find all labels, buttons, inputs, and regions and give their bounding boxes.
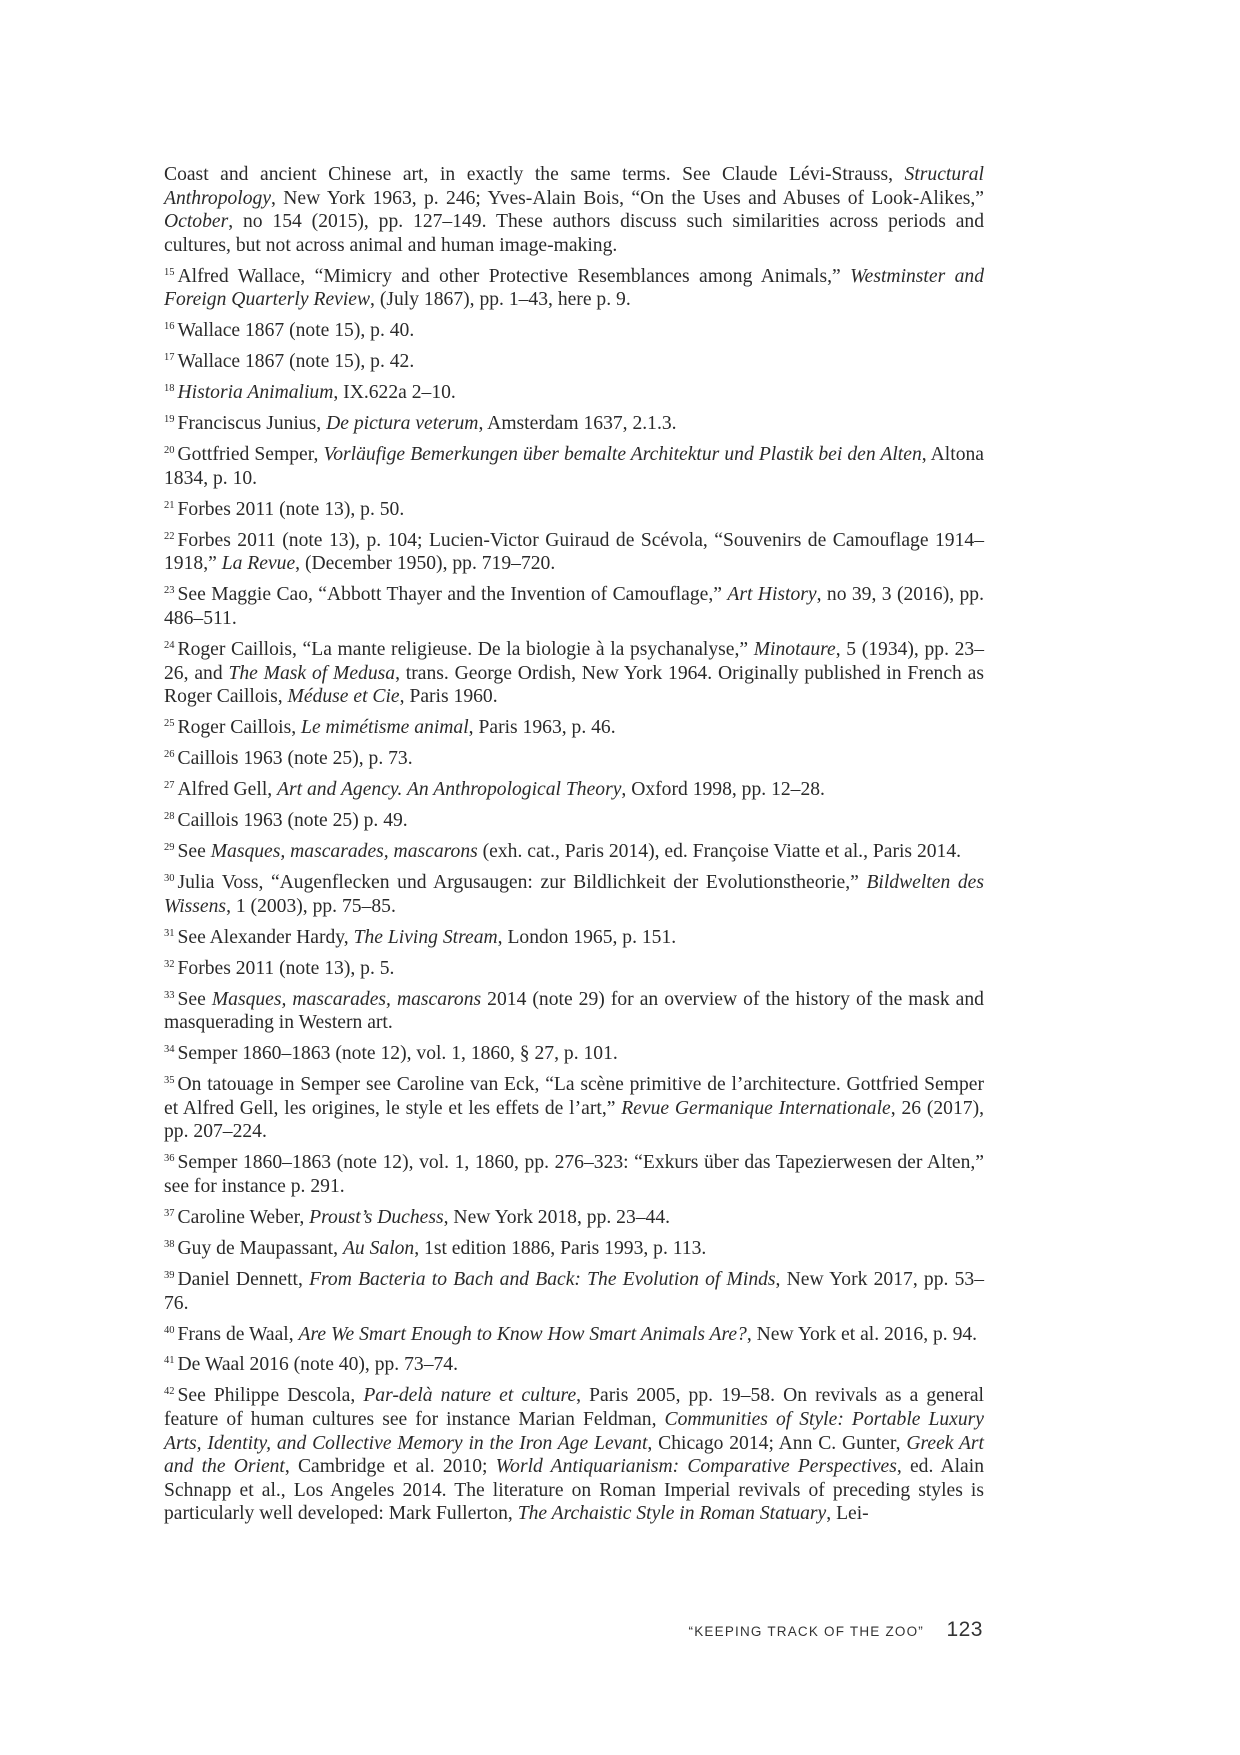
footnote-text: , Paris 2005, pp. 19–58. On revivals as a general feature of human cultures see for instance Marian Feldman, <box>164 1385 984 1431</box>
italic-title: The Living Stream <box>353 926 498 948</box>
footnote-37 <box>164 1206 984 1230</box>
footnote-19 <box>164 412 984 436</box>
footnote-text: Daniel Dennett, <box>177 1268 310 1290</box>
footnote-36 <box>164 1151 984 1198</box>
italic-title: Minotaure <box>753 639 836 660</box>
italic-title: Proust’s Duchess <box>309 1206 444 1228</box>
footnote-text: Semper 1860–1863 (note 12), vol. 1, 1860, § 27, p. 101. <box>177 1043 618 1065</box>
page-number: 123 <box>946 1618 983 1641</box>
footnote-number: 19 <box>164 414 175 426</box>
footnote-text: See <box>177 841 211 863</box>
italic-title: Are We Smart Enough to Know How Smart Animals Are? <box>298 1323 747 1345</box>
footnote-number: 24 <box>164 640 175 651</box>
footnote-text: Roger Caillois, <box>177 717 302 739</box>
italic-title: Revue Germanique Internationale <box>621 1097 891 1119</box>
footnote-number: 25 <box>164 718 175 730</box>
footnote-18 <box>164 381 984 405</box>
footnote-text: , Oxford 1998, pp. 12–28. <box>621 779 825 801</box>
footnote-text: , trans. George Ordish, New York 1964. Originally published in French as Roger Caillois, <box>164 662 984 708</box>
footnote-text: , Altona 1834, p. 10. <box>164 444 984 489</box>
footnote-text: De Waal 2016 (note 40), pp. 73–74. <box>177 1354 458 1376</box>
footnote-30 <box>164 871 984 918</box>
footnote-number: 20 <box>164 445 175 457</box>
footnote-number: 41 <box>164 1355 175 1367</box>
footnote-text: , New York et al. 2016, p. 94. <box>746 1323 978 1345</box>
footnote-text: , New York 2017, pp. 53–76. <box>164 1268 985 1314</box>
footnote-34 <box>164 1042 984 1066</box>
footnote-number: 29 <box>164 842 175 854</box>
footnote-number: 34 <box>164 1044 175 1056</box>
footnote-42 <box>164 1384 984 1526</box>
footnote-text: , (July 1867), pp. 1–43, here p. 9. <box>370 289 631 311</box>
footnote-text: , New York 2018, pp. 23–44. <box>443 1206 671 1228</box>
footnote-number: 35 <box>164 1075 175 1087</box>
footnote-text: , 1st edition 1886, Paris 1993, p. 113. <box>414 1237 707 1259</box>
footnote-40 <box>164 1323 984 1347</box>
footnote-text: Julia Voss, “Augenflecken und Argusaugen: zur Bildlichkeit der Evolutionstheorie,” <box>177 872 867 894</box>
italic-title: October <box>164 211 229 233</box>
italic-title: Art and Agency. An Anthropological Theory <box>277 779 622 801</box>
footnote-33 <box>164 988 984 1035</box>
footnote-number: 16 <box>164 321 175 333</box>
italic-title: La Revue <box>221 553 296 575</box>
italic-title: Méduse et Cie <box>287 686 400 708</box>
footnote-27 <box>164 778 984 802</box>
footnote-text: , New York 1963, p. 246; Yves-Alain Bois, “On the Uses and Abuses of Look-Alikes,” <box>271 187 984 209</box>
footnote-text: Wallace 1867 (note 15), p. 42. <box>177 351 415 373</box>
footnote-number: 38 <box>164 1238 175 1250</box>
italic-title: Art History <box>727 584 817 606</box>
footnote-text: , Cambridge et al. 2010; <box>284 1456 496 1478</box>
footnote-text: (exh. cat., Paris 2014), ed. Françoise Viatte et al., Paris 2014. <box>477 841 962 863</box>
footnote-text: 2014 (note 29) for an overview of the history of the mask and masquerading in Western art. <box>164 988 984 1034</box>
footnote-text: , Lei- <box>826 1503 869 1525</box>
footnote-number: 23 <box>164 585 175 597</box>
footnote-text: Gottfried Semper, <box>177 444 324 466</box>
footnote-text: Caroline Weber, <box>177 1206 310 1228</box>
footnote-text: Forbes 2011 (note 13), p. 104; Lucien-Victor Guiraud de Scévola, “Souvenirs de Camouflage 1914–1918,” <box>164 529 984 575</box>
footnote-31 <box>164 926 984 950</box>
italic-title: Structural Anthropology <box>164 164 984 209</box>
italic-title: Westminster and Foreign Quarterly Review <box>164 265 985 311</box>
footnote-text: , IX.622a 2–10. <box>333 382 456 404</box>
footnote-text: See Philippe Descola, <box>177 1385 364 1407</box>
footnote-number: 28 <box>164 811 175 823</box>
italic-title: Communities of Style: Portable Luxury Arts, Identity, and Collective Memory in the Iron Age Levant <box>164 1409 985 1454</box>
italic-title: The Mask of Medusa <box>228 662 396 684</box>
footnote-text: Frans de Waal, <box>177 1323 299 1345</box>
footnote-23 <box>164 583 984 630</box>
footnote-number: 32 <box>164 958 175 970</box>
footnote-text: , 26 (2017), pp. 207–224. <box>164 1097 984 1143</box>
italic-title: Par-delà nature et culture <box>363 1385 577 1407</box>
footnote-text: , (December 1950), pp. 719–720. <box>295 553 556 575</box>
italic-title: The Archaistic Style in Roman Statuary <box>517 1503 827 1525</box>
footnote-text: Wallace 1867 (note 15), p. 40. <box>177 320 415 342</box>
footnote-41 <box>164 1353 984 1377</box>
footnote-17 <box>164 350 984 374</box>
italic-title: Historia Animalium <box>177 382 334 404</box>
footnote-number: 31 <box>164 927 175 939</box>
italic-title: Au Salon <box>342 1237 415 1259</box>
italic-title: Vorläufige Bemerkungen über bemalte Architektur und Plastik bei den Alten <box>323 444 922 466</box>
italic-title: Bildwelten des Wissens <box>164 872 984 917</box>
footnote-text: , ed. Alain Schnapp et al., Los Angeles 2014. The literature on Roman Imperial revivals of preceding styles is particularly well developed: Mark Fullerton, <box>164 1456 984 1525</box>
footnote-number: 17 <box>164 352 175 364</box>
footnote-22 <box>164 529 984 576</box>
footnote-continuation <box>164 163 984 257</box>
footnote-38 <box>164 1237 984 1261</box>
footnote-text: See Alexander Hardy, <box>177 926 354 948</box>
italic-title: From Bacteria to Bach and Back: The Evolution of Minds <box>309 1268 776 1290</box>
footnote-text: , Paris 1960. <box>399 686 498 708</box>
footnote-number: 18 <box>164 383 175 395</box>
footnote-text: , Paris 1963, p. 46. <box>468 717 616 739</box>
italic-title: De pictura veterum <box>326 413 479 435</box>
italic-title: Masques, mascarades, mascarons <box>210 841 478 863</box>
footnote-number: 26 <box>164 749 175 761</box>
footnote-text: Franciscus Junius, <box>177 413 327 435</box>
footnote-number: 22 <box>164 530 175 542</box>
footnote-number: 40 <box>164 1324 175 1336</box>
footnote-text: Alfred Gell, <box>177 779 278 801</box>
footnote-24 <box>164 638 984 709</box>
running-head: “KEEPING TRACK OF THE ZOO” <box>688 1624 924 1639</box>
italic-title: Greek Art and the Orient <box>164 1432 984 1478</box>
footnote-25 <box>164 716 984 740</box>
footnote-text: On tatouage in Semper see Caroline van Eck, “La scène primitive de l’architecture. Gottfried Semper et Alfred Gell, les origines, le style et les effets de l’art,” <box>164 1074 984 1119</box>
footnote-text: Caillois 1963 (note 25) p. 49. <box>177 810 408 832</box>
footnote-text: , London 1965, p. 151. <box>497 926 677 948</box>
italic-title: Masques, mascarades, mascarons <box>211 988 482 1010</box>
footnote-text: Roger Caillois, “La mante religieuse. De la biologie à la psychanalyse,” <box>177 639 754 660</box>
footnote-26 <box>164 747 984 771</box>
italic-title: Le mimétisme animal <box>301 717 469 739</box>
footnote-number: 39 <box>164 1269 175 1281</box>
footnote-text: See Maggie Cao, “Abbott Thayer and the Invention of Camouflage,” <box>177 584 728 606</box>
footnote-text: Forbes 2011 (note 13), p. 5. <box>177 957 395 979</box>
footnote-32 <box>164 957 984 981</box>
footnote-text: Guy de Maupassant, <box>177 1237 343 1259</box>
footnote-text: , no 39, 3 (2016), pp. 486–511. <box>164 584 985 630</box>
footnote-text: , Chicago 2014; Ann C. Gunter, <box>647 1432 907 1454</box>
footnote-29 <box>164 840 984 864</box>
footnote-number: 42 <box>164 1386 175 1398</box>
footnote-number: 15 <box>164 266 175 278</box>
footnote-28 <box>164 809 984 833</box>
footnote-text: Semper 1860–1863 (note 12), vol. 1, 1860, pp. 276–323: “Exkurs über das Tapezierwesen der Alten,” see for instance p. 291. <box>164 1152 984 1197</box>
footnote-21 <box>164 498 984 522</box>
italic-title: World Antiquarianism: Comparative Perspectives <box>495 1456 897 1478</box>
footnote-number: 37 <box>164 1207 175 1219</box>
footnote-text: , Amsterdam 1637, 2.1.3. <box>478 413 677 435</box>
footnote-number: 30 <box>164 873 175 885</box>
footnote-text: , no 154 (2015), pp. 127–149. These authors discuss such similarities across periods and cultures, but not across animal and human image-making. <box>164 211 984 256</box>
footnote-15 <box>164 265 984 312</box>
page-footer <box>689 1618 983 1642</box>
footnote-39 <box>164 1268 984 1315</box>
footnote-number: 21 <box>164 499 175 511</box>
footnote-20 <box>164 443 984 490</box>
footnotes-block <box>164 163 984 1533</box>
footnote-number: 33 <box>164 989 175 1001</box>
footnote-text: Alfred Wallace, “Mimicry and other Protective Resemblances among Animals,” <box>177 265 851 287</box>
footnote-text: Caillois 1963 (note 25), p. 73. <box>177 748 413 770</box>
footnote-number: 27 <box>164 780 175 792</box>
footnote-35 <box>164 1073 984 1144</box>
footnote-text: See <box>177 988 212 1010</box>
footnote-16 <box>164 319 984 343</box>
footnote-number: 36 <box>164 1153 175 1165</box>
footnote-text: , 5 (1934), pp. 23–26, and <box>164 639 985 684</box>
footnote-text: Forbes 2011 (note 13), p. 50. <box>177 498 405 520</box>
footnote-text: Coast and ancient Chinese art, in exactly the same terms. See Claude Lévi-Strauss, <box>164 164 905 185</box>
footnote-text: , 1 (2003), pp. 75–85. <box>226 895 396 917</box>
